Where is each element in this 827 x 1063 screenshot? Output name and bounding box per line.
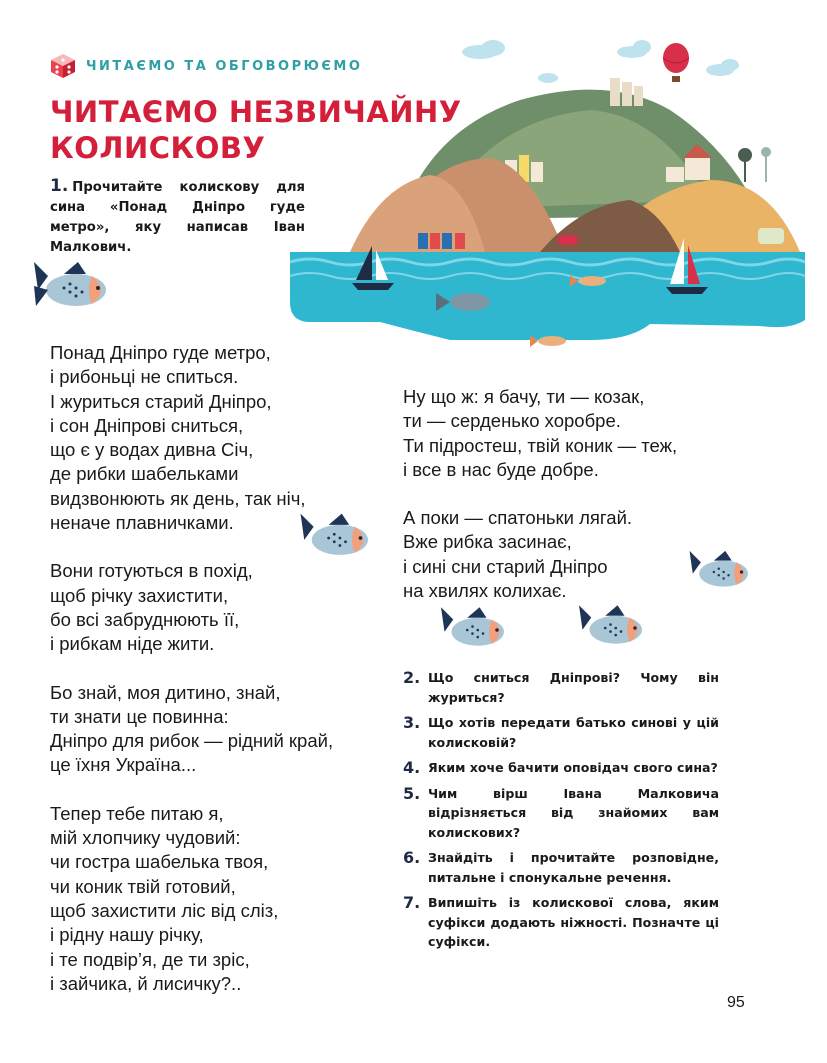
lesson-title-line-1: ЧИТАЄМО НЕЗВИЧАЙНУ xyxy=(50,95,462,129)
poem-line: неначе плавничками. xyxy=(50,512,234,534)
question-item xyxy=(403,893,719,952)
poem-right-column xyxy=(403,385,677,627)
fish-icon xyxy=(34,256,114,320)
lesson-title-line-2: КОЛИСКОВУ xyxy=(50,131,266,165)
dice-icon xyxy=(50,53,76,79)
task-1 xyxy=(50,176,305,258)
poem-line: і рибкам ніде жити. xyxy=(50,633,215,655)
question-item xyxy=(403,758,719,778)
poem-line: і сон Дніпрові сниться, xyxy=(50,414,244,436)
question-text: Що сниться Дніпрові? Чому він журиться? xyxy=(428,670,719,705)
island-illustration xyxy=(290,40,805,360)
poem-line: щоб захистити ліс від сліз, xyxy=(50,899,279,921)
question-number: 7. xyxy=(403,893,421,912)
section-label: ЧИТАЄМО ТА ОБГОВОРЮЄМО xyxy=(86,58,363,74)
poem-line: і сині сни старий Дніпро xyxy=(403,555,608,577)
poem-line: Дніпро для рибок — рідний край, xyxy=(50,730,334,752)
page-number: 95 xyxy=(727,994,745,1011)
question-item xyxy=(403,784,719,843)
poem-line: І журиться старий Дніпро, xyxy=(50,390,272,412)
question-item xyxy=(403,713,719,752)
balloon-icon xyxy=(663,43,689,82)
poem-line: мій хлопчику чудовий: xyxy=(50,827,241,849)
question-text: Що хотів передати батько синові у цій колисковій? xyxy=(428,715,719,750)
poem-line: де рибки шабельками xyxy=(50,463,239,485)
task-number: 1. xyxy=(50,176,69,196)
poem-line: Ти підростеш, твій коник — теж, xyxy=(403,434,678,456)
poem-line: і рибоньці не спиться. xyxy=(50,366,239,388)
poem-line: Ну що ж: я бачу, ти — козак, xyxy=(403,386,645,407)
poem-line: на хвилях колихає. xyxy=(403,580,567,602)
poem-stanza xyxy=(50,802,333,996)
poem-line: і все в нас буде добре. xyxy=(403,458,599,480)
fish-icon xyxy=(681,546,763,598)
poem-stanza xyxy=(50,681,333,778)
question-number: 4. xyxy=(403,758,421,777)
poem-line: ти — серденько хоробре. xyxy=(403,410,621,432)
question-number: 5. xyxy=(403,783,421,803)
poem-line: Понад Дніпро гуде метро, xyxy=(50,342,271,363)
question-text: Яким хоче бачити оповідач свого сина? xyxy=(428,760,718,775)
question-number: 3. xyxy=(403,713,421,732)
poem-line: що є у водах дивна Січ, xyxy=(50,439,254,461)
questions-list xyxy=(403,668,719,958)
poem-line: видзвонюють як день, так ніч, xyxy=(50,487,306,509)
task-text: Прочитайте колискову для сина «Понад Дніпро гуде метро», яку написав Іван Малкович. xyxy=(50,180,305,255)
poem-line: чи коник твій готовий, xyxy=(50,875,236,897)
poem-line: щоб річку захистити, xyxy=(50,584,229,606)
poem-stanza xyxy=(50,559,333,656)
poem-left-column xyxy=(50,341,333,1020)
poem-line: Бо знай, моя дитино, знай, xyxy=(50,681,281,703)
question-number: 2. xyxy=(403,668,421,687)
poem-line: ти знати це повинна: xyxy=(50,705,229,727)
poem-line: Вже рибка засинає, xyxy=(403,531,572,553)
poem-line: і те подвір’я, де ти зріс, xyxy=(50,948,250,970)
poem-line: Тепер тебе питаю я, xyxy=(50,802,224,824)
poem-line: чи гостра шабелька твоя, xyxy=(50,851,269,873)
poem-line: бо всі забруднюють її, xyxy=(50,608,240,630)
question-number: 6. xyxy=(403,848,421,867)
question-text: Чим вірш Івана Малковича відрізняється від знайомих вам колискових? xyxy=(428,785,719,840)
poem-stanza xyxy=(50,341,333,535)
poem-stanza xyxy=(403,506,677,603)
question-item xyxy=(403,848,719,887)
poem-line: і рідну нашу річку, xyxy=(50,924,204,946)
poem-line: А поки — спатоньки лягай. xyxy=(403,507,633,529)
poem-stanza xyxy=(403,385,677,482)
poem-line: Вони готуються в похід, xyxy=(50,560,253,582)
question-text: Знайдіть і прочитайте розповідне, питальне і спонукальне речення. xyxy=(428,850,719,885)
poem-line: це їхня Україна... xyxy=(50,754,197,776)
question-text: Випишіть із колискової слова, яким суфікси додають ніжності. Позначте ці суфікси. xyxy=(428,895,719,949)
question-item xyxy=(403,668,719,707)
poem-line: і зайчика, й лисичку?.. xyxy=(50,972,242,994)
